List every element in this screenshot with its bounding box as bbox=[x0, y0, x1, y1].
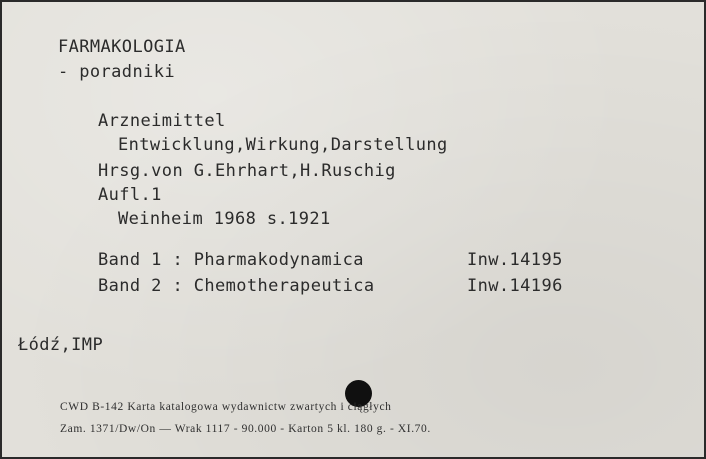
book-edition: Aufl.1 bbox=[98, 185, 162, 205]
volume-2-inventory: Inw.14196 bbox=[467, 276, 563, 296]
volume-1-label: Band 1 : Pharmakodynamica bbox=[98, 250, 364, 270]
subject-subheading: - poradniki bbox=[58, 62, 175, 82]
footer-line-2: Zam. 1371/Dw/On — Wrak 1117 - 90.000 - Karton 5 kl. 180 g. - XI.70. bbox=[60, 423, 431, 435]
subject-heading: FARMAKOLOGIA bbox=[58, 37, 186, 57]
footer-line-1: CWD B-142 Karta katalogowa wydawnictw zwartych i ciągłych bbox=[60, 401, 392, 413]
library-location: Łódź,IMP bbox=[18, 335, 104, 355]
book-title: Arzneimittel bbox=[98, 111, 226, 131]
book-editors: Hrsg.von G.Ehrhart,H.Ruschig bbox=[98, 161, 396, 181]
volume-1-inventory: Inw.14195 bbox=[467, 250, 563, 270]
catalog-card bbox=[2, 2, 704, 457]
book-imprint: Weinheim 1968 s.1921 bbox=[118, 209, 331, 229]
volume-2-label: Band 2 : Chemotherapeutica bbox=[98, 276, 375, 296]
book-subtitle: Entwicklung,Wirkung,Darstellung bbox=[118, 135, 448, 155]
